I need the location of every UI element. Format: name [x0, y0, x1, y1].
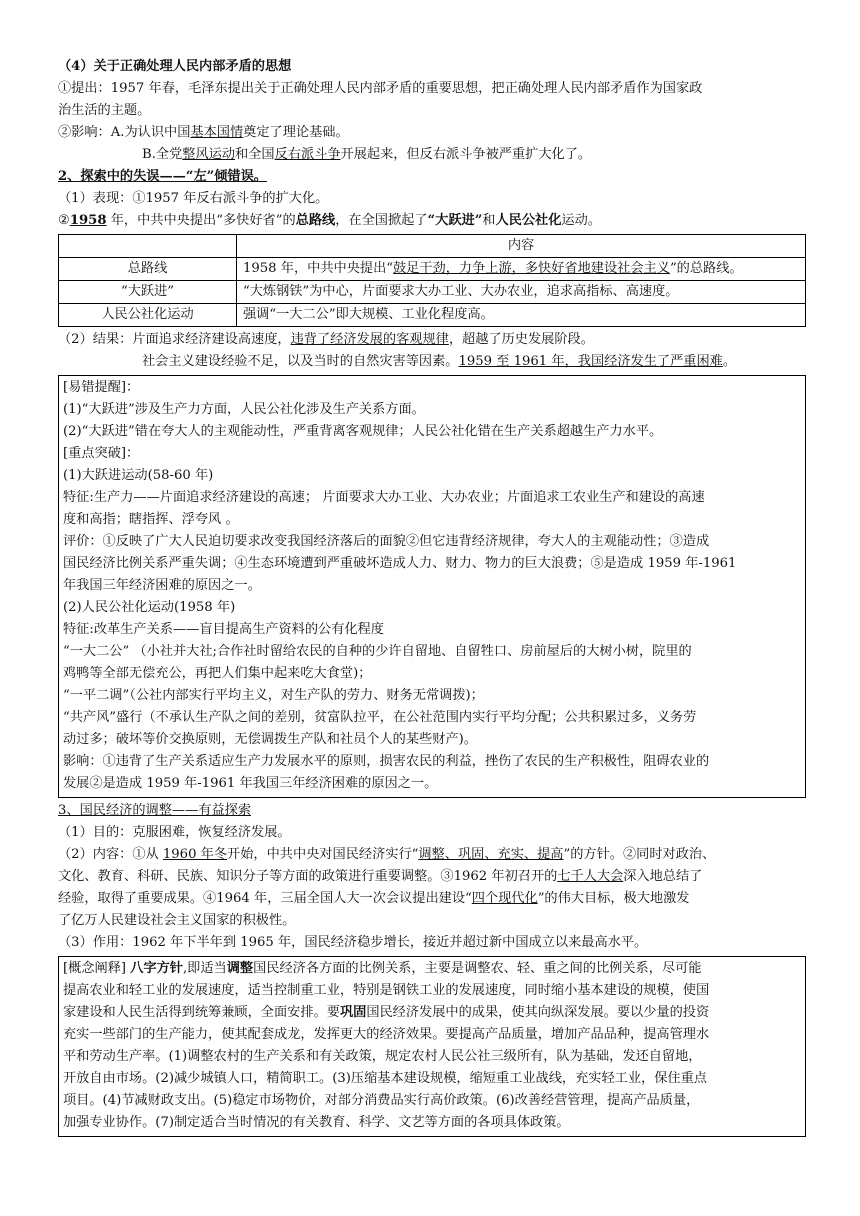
box-line: [易错提醒]： — [63, 380, 140, 395]
section-2-title: 2、探索中的失误——“左”倾错误。 — [58, 169, 267, 184]
section-3-content-2 — [58, 866, 806, 888]
text: ② — [58, 213, 70, 228]
text: 1958 年，中共中央提出“ — [243, 261, 393, 276]
section-4-para-3 — [58, 144, 806, 166]
underlined-text: 1960 年冬 — [162, 847, 228, 862]
section-4-para-1a: ①提出：1957 年春，毛泽东提出关于正确处理人民内部矛盾的重要思想，把正确处理人民内部矛盾作为国家政 — [58, 81, 703, 96]
text: 奠定了理论基础。 — [243, 125, 349, 140]
box-line: “一大二公” （小社并大社;合作社时留给农民的自种的少许自留地、自留牲口、房前屋后的大树小树，院里的 — [63, 644, 692, 659]
box-line: [重点突破]： — [63, 446, 140, 461]
section-3-content-4: 了亿万人民建设社会主义国家的积极性。 — [58, 913, 296, 928]
box-line: 充实一些部门的生产能力，使其配套成龙，发挥更大的经济效果。要提高产品质量，增加产品品种，提高管理水 — [63, 1027, 710, 1042]
table-row — [59, 304, 806, 327]
bold-text: 巩固 — [339, 1005, 367, 1020]
table-row — [59, 235, 806, 258]
box-line: 国民经济比例关系严重失调；④生态环境遭到严重破坏造成人力、财力、物力的巨大浪费；⑤是造成 1959 年-1961 — [63, 556, 737, 571]
box-line: 特征:改革生产关系——盲目提高生产资料的公有化程度 — [63, 622, 384, 637]
text: 国民经济各方面的比例关系，主要是调整农、轻、重之间的比例关系，尽可能 — [253, 961, 702, 976]
table-row — [59, 281, 806, 304]
section-4-title: （4）关于正确处理人民内部矛盾的思想 — [58, 59, 292, 74]
underlined-text: 鼓足干劲，力争上游，多快好省地建设社会主义 — [393, 261, 670, 276]
text: 社会主义建设经验不足，以及当时的自然灾害等因素。 — [142, 354, 459, 369]
table-cell: 总路线 — [59, 258, 237, 281]
bold-text: 总路线 — [295, 213, 336, 228]
text: 国民经济发展中的成果，使其向纵深发展。要以少量的投资 — [366, 1005, 710, 1020]
section-2-result-2 — [58, 351, 806, 373]
text: 和全国 — [235, 147, 275, 162]
table-cell — [237, 258, 806, 281]
bold-text: “大跃进” — [427, 213, 483, 228]
box-line: 提高农业和轻工业的发展速度，适当控制重工业，特别是钢铁工业的发展速度，同时缩小基本建设的规模，使国 — [63, 983, 710, 998]
section-3-title: 3、国民经济的调整——有益探索 — [58, 803, 252, 818]
text: 家建设和人民生活得到统筹兼顾，全面安排。要 — [63, 1005, 340, 1020]
bold-text: 调整 — [226, 961, 254, 976]
table-row — [59, 258, 806, 281]
text: 文化、教育、科研、民族、知识分子等方面的政策进行重要调整。③1962 年初召开的 — [58, 869, 558, 884]
concept-box — [58, 956, 806, 1137]
box-line: (1)大跃进运动(58-60 年) — [63, 468, 214, 483]
text: ，在全国掀起了 — [335, 213, 428, 228]
section-2-biaoxian: （1）表现：①1957 年反右派斗争的扩大化。 — [58, 191, 329, 206]
underlined-text: 反右派斗争 — [274, 147, 341, 162]
section-3-zuoyong: （3）作用：1962 年下半年到 1965 年，国民经济稳步增长，接近并超过新中国成立以来最高水平。 — [58, 935, 648, 950]
text: 开展起来，但反右派斗争被严重扩大化了。 — [340, 147, 592, 162]
table-cell: 强调“一大二公”即大规模、工业化程度高。 — [237, 304, 806, 327]
text: ②影响：A.为认识中国 — [58, 125, 191, 140]
box-line: (1)“大跃进”涉及生产力方面，人民公社化涉及生产关系方面。 — [63, 402, 425, 417]
box-line: “共产风”盛行（不承认生产队之间的差别，贫富队拉平，在公社范围内实行平均分配；公共积累过多，义务劳 — [63, 710, 697, 725]
table-header: 内容 — [237, 235, 806, 258]
text: ”的方针。②同时对政治、 — [563, 847, 716, 862]
section-2-line-2 — [58, 210, 806, 232]
text: 经验，取得了重要成果。④1964 年，三届全国人大一次会议提出建设“ — [58, 891, 472, 906]
text: 开始，中共中央对国民经济实行“ — [227, 847, 419, 862]
underlined-text: 1959 至 1961 年，我国经济发生了严重困难 — [458, 354, 723, 369]
section-3-content-3 — [58, 888, 806, 910]
box-line: 影响：①违背了生产关系适应生产力发展水平的原则，损害农民的利益，挫伤了农民的生产积极性，阻碍农业的 — [63, 754, 710, 769]
bold-text: 人民公社化 — [495, 213, 562, 228]
box-line: 度和高指；瞎指挥、浮夸风 。 — [63, 512, 239, 527]
box-line: 年我国三年经济困难的原因之一。 — [63, 578, 261, 593]
text: （2）结果：片面追求经济建设高速度， — [58, 332, 291, 347]
box-line: 鸡鸭等全部无偿充公，再把人们集中起来吃大食堂)； — [63, 666, 372, 681]
general-line-table — [58, 234, 806, 327]
box-line: (2)“大跃进”错在夸大人的主观能动性，严重背离客观规律；人民公社化错在生产关系超越生产力水平。 — [63, 424, 663, 439]
box-line: 发展②是造成 1959 年-1961 年我国三年经济困难的原因之一。 — [63, 776, 438, 791]
underlined-text: 七千人大会 — [557, 869, 624, 884]
box-line: (2)人民公社化运动(1958 年) — [63, 600, 236, 615]
box-line — [63, 958, 801, 980]
section-3-content-1 — [58, 844, 806, 866]
text: ”的伟大目标，极大地激发 — [537, 891, 690, 906]
underlined-text: 违背了经济发展的客观规律 — [290, 332, 449, 347]
section-3-mudi: （1）目的：克服困难，恢复经济发展。 — [58, 825, 291, 840]
section-2-result-1 — [58, 329, 806, 351]
bold-text: 八字方针 — [130, 961, 183, 976]
text: 年，中共中央提出“多快好省”的 — [106, 213, 296, 228]
underlined-text: 四个现代化 — [471, 891, 538, 906]
box-line: 加强专业协作。(7)制定适合当时情况的有关教育、科学、文艺等方面的各项具体政策。 — [63, 1115, 570, 1130]
text: B.全党 — [142, 147, 183, 162]
box-line — [63, 1002, 801, 1024]
text: ，超越了历史发展阶段。 — [448, 332, 594, 347]
text: 深入地总结了 — [623, 869, 703, 884]
box-line: 特征:生产力——片面追求经济建设的高速； 片面要求大办工业、大办农业；片面追求工农业生产和建设的高速 — [63, 490, 705, 505]
underlined-text: 调整、巩固、充实、提高 — [418, 847, 564, 862]
table-cell: “大炼钢铁”为中心，片面要求大办工业、大办农业，追求高指标、高速度。 — [237, 281, 806, 304]
text: 运动。 — [561, 213, 601, 228]
box-line: 项目。(4)节减财政支出。(5)稳定市场物价，对部分消费品实行高价政策。(6)改善经营管理，提高产品质量， — [63, 1093, 700, 1108]
year-text: 1958 — [69, 213, 107, 228]
text: ,即适当 — [182, 961, 227, 976]
text: 。 — [722, 354, 737, 369]
text: ”的总路线。 — [669, 261, 743, 276]
text: 和 — [482, 213, 496, 228]
document-page — [58, 56, 806, 1139]
section-4-para-1b: 治生活的主题。 — [58, 103, 151, 118]
box-line: 开放自由市场。(2)减少城镇人口，精简职工。(3)压缩基本建设规模，缩短重工业战线，充实轻工业，保住重点 — [63, 1071, 707, 1086]
box-line: 动过多；破坏等价交换原则，无偿调拨生产队和社员个人的某些财产)。 — [63, 732, 477, 747]
tips-box — [58, 375, 806, 798]
underlined-text: 基本国情 — [190, 125, 244, 140]
section-4-para-2 — [58, 122, 806, 144]
table-cell: “大跃进” — [59, 281, 237, 304]
box-line: “一平二调”（公社内部实行平均主义，对生产队的劳力、财务无常调拨)； — [63, 688, 484, 703]
box-line: 平和劳动生产率。(1)调整农村的生产关系和有关政策，规定农村人民公社三级所有，队为基础，发还自留地， — [63, 1049, 702, 1064]
box-line: 评价：①反映了广大人民迫切要求改变我国经济落后的面貌②但它违背经济规律，夸大人的主观能动性；③造成 — [63, 534, 710, 549]
underlined-text: 整风运动 — [182, 147, 236, 162]
table-cell — [59, 235, 237, 258]
text: （2）内容：①从 — [58, 847, 163, 862]
text: [概念阐释] — [63, 961, 131, 976]
table-cell: 人民公社化运动 — [59, 304, 237, 327]
